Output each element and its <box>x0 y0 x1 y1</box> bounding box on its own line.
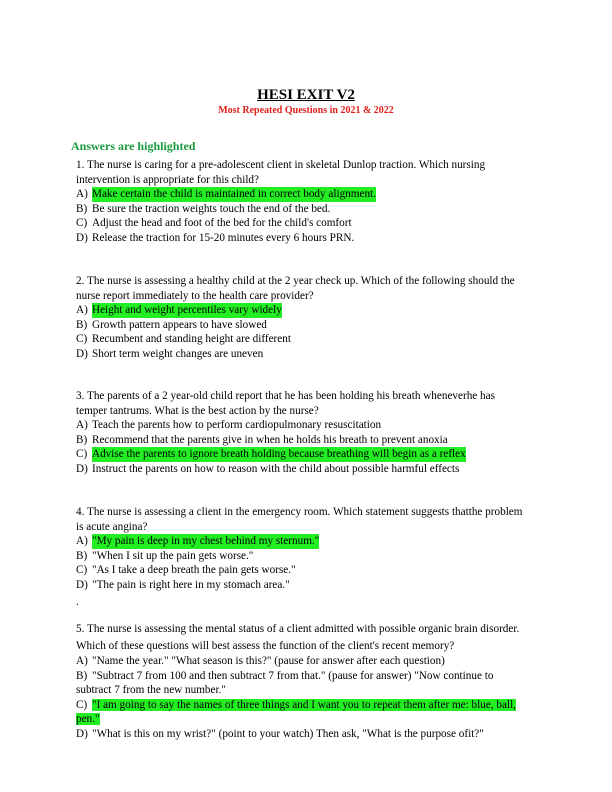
option-text: Short term weight changes are uneven <box>92 347 264 360</box>
option-c <box>76 563 526 578</box>
option-text: "Subtract 7 from 100 and then subtract 7 from that." (pause for answer) "Now continue to subtract 7 from the new number." <box>76 669 494 697</box>
option-text: Adjust the head and foot of the bed for the child's comfort <box>92 217 352 230</box>
option-letter: D) <box>76 462 88 475</box>
option-letter: C) <box>76 217 88 230</box>
option-letter: A) <box>76 419 88 432</box>
option-a <box>76 187 526 202</box>
question-stem: 1. The nurse is caring for a pre-adolescent client in skeletal Dunlop traction. Which nursing intervention is appropriate for this child? <box>76 159 486 186</box>
option-text: Growth pattern appears to have slowed <box>92 318 267 331</box>
option-d <box>76 231 526 246</box>
option-text-answer <box>76 698 526 727</box>
option-letter: B) <box>76 433 88 446</box>
option-letter: A) <box>76 655 88 667</box>
option-letter: C) <box>76 564 88 577</box>
option-letter: A) <box>76 304 88 317</box>
option-letter: B) <box>76 202 88 215</box>
option-c <box>76 216 526 231</box>
option-answer-highlight: "I am going to say the names of three things and I want you to repeat them after me: blue, ball, pen." <box>76 698 516 726</box>
question-stem: 2. The nurse is assessing a healthy child at the 2 year check up. Which of the following should the nurse report immediately to the health care provider? <box>76 275 515 302</box>
option-text: "As I take a deep breath the pain gets worse." <box>92 564 296 577</box>
option-letter: D) <box>76 347 88 360</box>
option-text-answer: Make certain the child is maintained in correct body alignment. <box>92 188 376 201</box>
option-letter: A) <box>76 188 88 201</box>
option-d <box>76 578 526 593</box>
option-b <box>76 202 526 217</box>
option-a <box>76 418 526 433</box>
option-c <box>76 332 526 347</box>
option-d <box>76 462 526 477</box>
option-text-answer: "My pain is deep in my chest behind my sternum." <box>92 535 320 548</box>
option-letter: D) <box>76 578 88 591</box>
option-text-answer: Advise the parents to ignore breath holding because breathing will begin as a reflex <box>92 448 466 461</box>
option-c <box>76 447 526 462</box>
option-text: Teach the parents how to perform cardiopulmonary resuscitation <box>92 419 382 432</box>
option-a <box>76 534 526 549</box>
option-d <box>76 347 526 362</box>
option-text: "Name the year." "What season is this?" (pause for answer after each question) <box>92 655 445 667</box>
trailing-dot: . <box>76 595 79 608</box>
option-text: "The pain is right here in my stomach area." <box>92 578 290 591</box>
question-stem: 4. The nurse is assessing a client in the emergency room. Which statement suggests thatthe problem is acute angina? <box>76 506 523 533</box>
option-a <box>76 654 526 669</box>
question-4 <box>76 505 526 609</box>
page-title: HESI EXIT V2 <box>257 87 355 103</box>
option-letter: B) <box>76 318 88 331</box>
question-1 <box>76 158 526 246</box>
option-text: "When I sit up the pain gets worse." <box>92 549 254 562</box>
option-letter: B) <box>76 549 88 562</box>
option-text: Release the traction for 15-20 minutes every 6 hours PRN. <box>92 231 355 244</box>
page-subtitle: Most Repeated Questions in 2021 & 2022 <box>218 105 394 116</box>
option-b <box>76 433 526 448</box>
option-b <box>76 669 526 698</box>
option-b <box>76 549 526 564</box>
question-3 <box>76 389 526 477</box>
question-stem: 5. The nurse is assessing the mental status of a client admitted with possible organic brain disorder. Which of these questions will best assess the function of the client's recent memory? <box>76 623 520 652</box>
option-letter: C) <box>76 333 88 346</box>
question-5 <box>76 621 526 742</box>
option-text: Instruct the parents on how to reason with the child about possible harmful effects <box>92 462 460 475</box>
option-text: Recommend that the parents give in when he holds his breath to prevent anoxia <box>92 433 448 446</box>
option-text-answer: Height and weight percentiles vary widely <box>92 304 282 317</box>
question-stem: 3. The parents of a 2 year-old child report that he has been holding his breath wheneverhe has temper tantrums. What is the best action by the nurse? <box>76 390 495 417</box>
option-a <box>76 303 526 318</box>
option-c <box>76 698 526 727</box>
option-letter: C) <box>76 448 88 461</box>
option-text: "What is this on my wrist?" (point to your watch) Then ask, "What is the purpose ofit?" <box>92 727 484 740</box>
answers-note: Answers are highlighted <box>71 139 196 153</box>
option-b <box>76 318 526 333</box>
option-letter: D) <box>76 231 88 244</box>
option-letter: A) <box>76 535 88 548</box>
option-text: Be sure the traction weights touch the end of the bed. <box>92 202 331 215</box>
option-d <box>76 727 526 742</box>
option-text: Recumbent and standing height are different <box>92 333 291 346</box>
option-letter: B) <box>76 669 88 682</box>
option-letter: D) <box>76 727 88 740</box>
question-2 <box>76 274 526 362</box>
option-letter: C) <box>76 698 88 711</box>
